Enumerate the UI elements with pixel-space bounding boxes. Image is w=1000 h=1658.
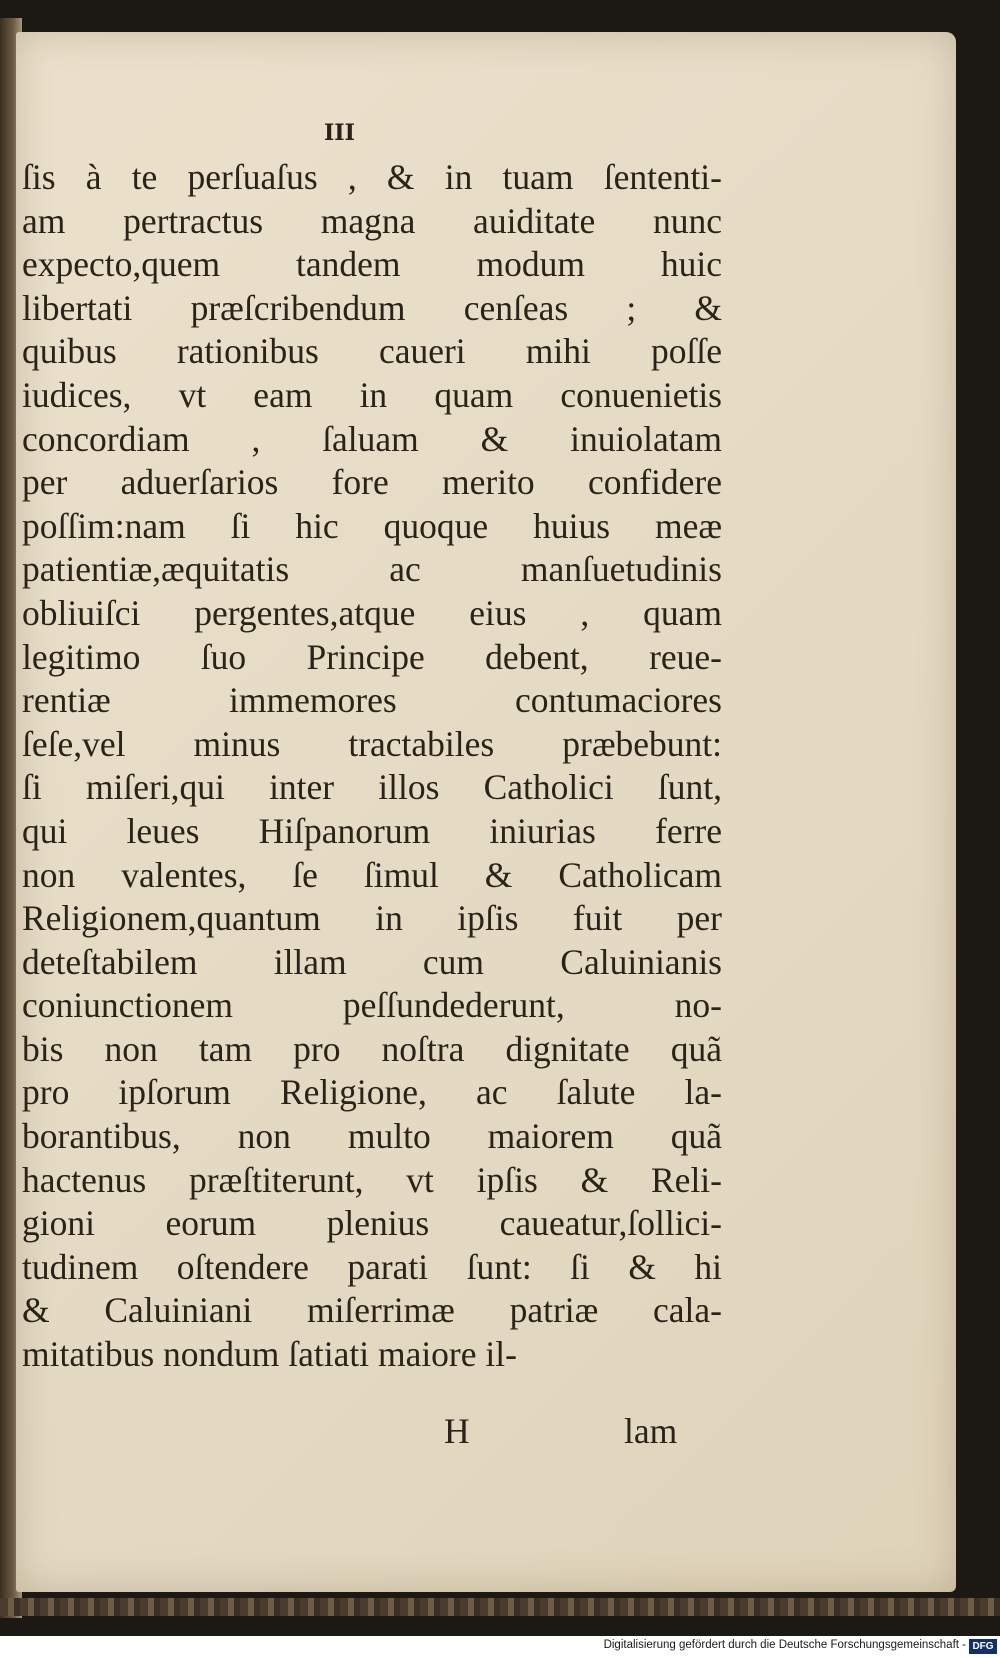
text-line: borantibus, non multo maiorem quã xyxy=(22,1116,722,1157)
text-line: deteſtabilem illam cum Caluinianis xyxy=(22,941,722,982)
text-line: rentiæ immemores contumaciores xyxy=(22,680,722,721)
body-text xyxy=(22,156,722,1377)
text-line: poſſim:nam ſi hic quoque huius meæ xyxy=(22,505,722,546)
text-line: am pertractus magna auiditate nunc xyxy=(22,200,722,241)
text-line: & Caluiniani miſerrimæ patriæ cala- xyxy=(22,1290,722,1331)
text-line: mitatibus nondum ſatiati maiore il- xyxy=(22,1334,517,1375)
text-line: ſeſe,vel minus tractabiles præbebunt: xyxy=(22,723,722,764)
digitization-credit-bar xyxy=(0,1636,1000,1658)
text-line: non valentes, ſe ſimul & Catholicam xyxy=(22,854,722,895)
dfg-logo: DFG xyxy=(969,1639,997,1654)
text-line: qui leues Hiſpanorum iniurias ferre xyxy=(22,810,722,851)
text-line: libertati præſcribendum cenſeas ; & xyxy=(22,287,722,328)
text-line: coniunctionem peſſundederunt, no- xyxy=(22,985,722,1026)
book-bottom-edge xyxy=(0,1598,1000,1616)
text-line: tudinem oſtendere parati ſunt: ſi & hi xyxy=(22,1246,722,1287)
signature-mark: H xyxy=(444,1411,470,1451)
text-line: gioni eorum plenius caueatur,ſollici- xyxy=(22,1203,722,1244)
text-line: patientiæ,æquitatis ac manſuetudinis xyxy=(22,549,722,590)
text-line: pro ipſorum Religione, ac ſalute la- xyxy=(22,1072,722,1113)
text-line: iudices, vt eam in quam conuenietis xyxy=(22,374,722,415)
digitization-credit: Digitalisierung gefördert durch die Deutsche Forschungsgemeinschaft - xyxy=(603,1639,966,1651)
text-line: expecto,quem tandem modum huic xyxy=(22,244,722,285)
text-line: per aduerſarios fore merito confidere xyxy=(22,462,722,503)
text-line: ſi miſeri,qui inter illos Catholici ſunt, xyxy=(22,767,722,808)
book-page xyxy=(16,32,956,1592)
text-line: bis non tam pro noſtra dignitate quã xyxy=(22,1028,722,1069)
text-line: obliuiſci pergentes,atque eius , quam xyxy=(22,592,722,633)
text-line: hactenus præſtiterunt, vt ipſis & Reli- xyxy=(22,1159,722,1200)
text-line: quibus rationibus caueri mihi poſſe xyxy=(22,331,722,372)
catchword: lam xyxy=(624,1411,678,1451)
text-line: ſis à te perſuaſus , & in tuam ſententi- xyxy=(22,157,722,197)
text-line: legitimo ſuo Principe debent, reue- xyxy=(22,636,722,677)
text-line: concordiam , ſaluam & inuiolatam xyxy=(22,418,722,459)
page-number: III xyxy=(324,120,355,146)
text-line: Religionem,quantum in ipſis fuit per xyxy=(22,898,722,939)
